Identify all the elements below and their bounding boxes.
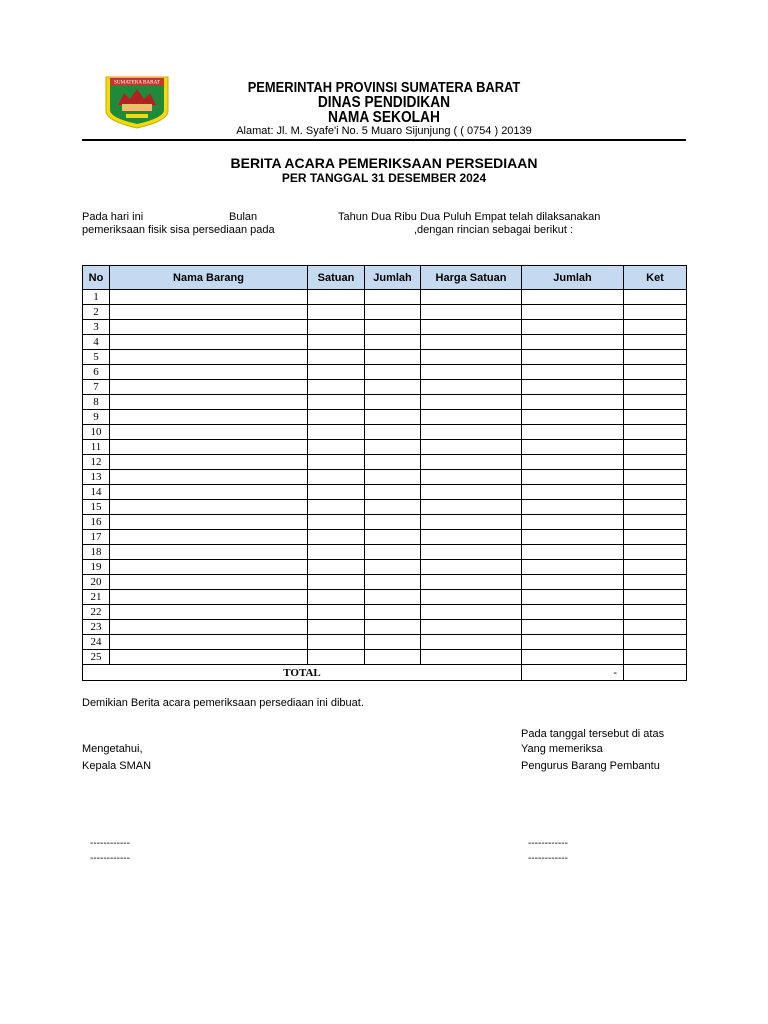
row-item-name[interactable]	[110, 470, 308, 485]
row-no: 25	[83, 650, 110, 665]
row-unit[interactable]	[308, 635, 365, 650]
sign-left-nip: ------------	[90, 853, 130, 864]
row-unit[interactable]	[308, 620, 365, 635]
row-unit[interactable]	[308, 350, 365, 365]
row-item-name[interactable]	[110, 515, 308, 530]
table-total-row	[83, 665, 687, 681]
row-amount[interactable]	[522, 500, 624, 515]
table-row	[83, 440, 687, 455]
table-row	[83, 545, 687, 560]
row-unit-price[interactable]	[421, 365, 522, 380]
header-government: PEMERINTAH PROVINSI SUMATERA BARAT	[247, 79, 521, 96]
row-item-name[interactable]	[110, 380, 308, 395]
row-item-name[interactable]	[110, 650, 308, 665]
row-no: 20	[83, 575, 110, 590]
row-remarks[interactable]	[624, 530, 687, 545]
row-item-name[interactable]	[110, 410, 308, 425]
intro-year: Tahun Dua Ribu Dua Puluh Empat telah dilaksanakan	[338, 211, 601, 223]
row-remarks[interactable]	[624, 620, 687, 635]
row-no: 3	[83, 320, 110, 335]
table-row	[83, 365, 687, 380]
row-quantity[interactable]	[365, 320, 421, 335]
row-item-name[interactable]	[110, 560, 308, 575]
table-row	[83, 380, 687, 395]
row-amount[interactable]	[522, 350, 624, 365]
header-address: Alamat: Jl. M. Syafe'i No. 5 Muaro Sijunjung ( ( 0754 ) 20139	[236, 125, 532, 137]
row-quantity[interactable]	[365, 545, 421, 560]
table-row	[83, 305, 687, 320]
row-unit[interactable]	[308, 335, 365, 350]
row-unit-price[interactable]	[421, 350, 522, 365]
row-unit-price[interactable]	[421, 515, 522, 530]
row-unit[interactable]	[308, 500, 365, 515]
row-remarks[interactable]	[624, 470, 687, 485]
row-item-name[interactable]	[110, 530, 308, 545]
row-unit-price[interactable]	[421, 530, 522, 545]
row-remarks[interactable]	[624, 545, 687, 560]
row-remarks[interactable]	[624, 515, 687, 530]
col-header-item-name: Nama Barang	[110, 266, 308, 290]
row-quantity[interactable]	[365, 290, 421, 305]
total-label: TOTAL	[83, 665, 522, 681]
row-amount[interactable]	[522, 335, 624, 350]
table-row	[83, 635, 687, 650]
row-unit[interactable]	[308, 395, 365, 410]
row-quantity[interactable]	[365, 590, 421, 605]
total-remarks-cell	[624, 665, 687, 681]
table-row	[83, 335, 687, 350]
row-quantity[interactable]	[365, 515, 421, 530]
table-row	[83, 500, 687, 515]
row-item-name[interactable]	[110, 485, 308, 500]
row-unit-price[interactable]	[421, 635, 522, 650]
row-unit[interactable]	[308, 605, 365, 620]
row-unit[interactable]	[308, 455, 365, 470]
header-divider	[82, 139, 686, 141]
row-amount[interactable]	[522, 560, 624, 575]
row-unit-price[interactable]	[421, 470, 522, 485]
row-unit-price[interactable]	[421, 410, 522, 425]
row-remarks[interactable]	[624, 410, 687, 425]
row-remarks[interactable]	[624, 290, 687, 305]
row-remarks[interactable]	[624, 365, 687, 380]
table-row	[83, 455, 687, 470]
row-unit-price[interactable]	[421, 575, 522, 590]
col-header-quantity: Jumlah	[365, 266, 421, 290]
row-amount[interactable]	[522, 320, 624, 335]
sign-left-name: ------------	[90, 838, 130, 849]
row-remarks[interactable]	[624, 650, 687, 665]
row-unit[interactable]	[308, 365, 365, 380]
row-amount[interactable]	[522, 470, 624, 485]
row-unit[interactable]	[308, 590, 365, 605]
row-amount[interactable]	[522, 635, 624, 650]
row-remarks[interactable]	[624, 575, 687, 590]
row-item-name[interactable]	[110, 425, 308, 440]
row-unit-price[interactable]	[421, 500, 522, 515]
row-unit[interactable]	[308, 440, 365, 455]
row-amount[interactable]	[522, 365, 624, 380]
row-amount[interactable]	[522, 305, 624, 320]
row-amount[interactable]	[522, 650, 624, 665]
row-item-name[interactable]	[110, 335, 308, 350]
row-unit-price[interactable]	[421, 620, 522, 635]
row-unit[interactable]	[308, 470, 365, 485]
row-unit-price[interactable]	[421, 605, 522, 620]
row-remarks[interactable]	[624, 440, 687, 455]
row-amount[interactable]	[522, 485, 624, 500]
row-quantity[interactable]	[365, 485, 421, 500]
row-unit[interactable]	[308, 305, 365, 320]
row-amount[interactable]	[522, 440, 624, 455]
row-quantity[interactable]	[365, 500, 421, 515]
row-no: 16	[83, 515, 110, 530]
sign-date-note: Pada tanggal tersebut di atas	[521, 728, 665, 740]
document-subtitle: PER TANGGAL 31 DESEMBER 2024	[281, 171, 487, 185]
row-unit[interactable]	[308, 425, 365, 440]
row-item-name[interactable]	[110, 545, 308, 560]
row-remarks[interactable]	[624, 500, 687, 515]
row-unit-price[interactable]	[421, 440, 522, 455]
row-item-name[interactable]	[110, 290, 308, 305]
row-no: 7	[83, 380, 110, 395]
row-quantity[interactable]	[365, 575, 421, 590]
row-unit-price[interactable]	[421, 395, 522, 410]
row-quantity[interactable]	[365, 440, 421, 455]
row-item-name[interactable]	[110, 620, 308, 635]
row-no: 2	[83, 305, 110, 320]
row-quantity[interactable]	[365, 395, 421, 410]
table-row	[83, 290, 687, 305]
sign-right-nip: ------------	[528, 853, 568, 864]
row-unit-price[interactable]	[421, 485, 522, 500]
sign-left-title: Kepala SMAN	[82, 760, 152, 772]
table-header-row	[83, 266, 687, 290]
row-unit-price[interactable]	[421, 305, 522, 320]
row-no: 8	[83, 395, 110, 410]
table-row	[83, 395, 687, 410]
col-header-unit-price: Harga Satuan	[421, 266, 522, 290]
row-no: 23	[83, 620, 110, 635]
table-row	[83, 485, 687, 500]
row-remarks[interactable]	[624, 395, 687, 410]
row-item-name[interactable]	[110, 605, 308, 620]
table-row	[83, 530, 687, 545]
col-header-no: No	[83, 266, 110, 290]
row-unit-price[interactable]	[421, 650, 522, 665]
row-no: 5	[83, 350, 110, 365]
row-no: 19	[83, 560, 110, 575]
row-remarks[interactable]	[624, 485, 687, 500]
row-amount[interactable]	[522, 290, 624, 305]
row-unit[interactable]	[308, 545, 365, 560]
row-item-name[interactable]	[110, 500, 308, 515]
row-unit[interactable]	[308, 320, 365, 335]
row-unit-price[interactable]	[421, 335, 522, 350]
row-quantity[interactable]	[365, 620, 421, 635]
row-amount[interactable]	[522, 455, 624, 470]
row-amount[interactable]	[522, 410, 624, 425]
row-no: 11	[83, 440, 110, 455]
row-item-name[interactable]	[110, 440, 308, 455]
row-amount[interactable]	[522, 425, 624, 440]
col-header-unit: Satuan	[308, 266, 365, 290]
row-remarks[interactable]	[624, 455, 687, 470]
row-unit-price[interactable]	[421, 590, 522, 605]
row-amount[interactable]	[522, 515, 624, 530]
table-row	[83, 470, 687, 485]
table-row	[83, 410, 687, 425]
row-no: 18	[83, 545, 110, 560]
row-remarks[interactable]	[624, 605, 687, 620]
row-no: 17	[83, 530, 110, 545]
row-amount[interactable]	[522, 575, 624, 590]
row-no: 4	[83, 335, 110, 350]
closing-statement: Demikian Berita acara pemeriksaan persediaan ini dibuat.	[82, 697, 364, 709]
sign-right-title: Pengurus Barang Pembantu	[521, 760, 660, 772]
col-header-remarks: Ket	[624, 266, 687, 290]
table-row	[83, 320, 687, 335]
row-quantity[interactable]	[365, 335, 421, 350]
row-remarks[interactable]	[624, 320, 687, 335]
row-amount[interactable]	[522, 605, 624, 620]
table-row	[83, 515, 687, 530]
row-item-name[interactable]	[110, 350, 308, 365]
row-unit[interactable]	[308, 650, 365, 665]
row-remarks[interactable]	[624, 335, 687, 350]
row-unit-price[interactable]	[421, 425, 522, 440]
table-row	[83, 425, 687, 440]
table-row	[83, 350, 687, 365]
row-item-name[interactable]	[110, 320, 308, 335]
inventory-table	[82, 265, 687, 681]
row-item-name[interactable]	[110, 395, 308, 410]
row-no: 6	[83, 365, 110, 380]
table-row	[83, 560, 687, 575]
row-item-name[interactable]	[110, 590, 308, 605]
row-item-name[interactable]	[110, 365, 308, 380]
row-unit[interactable]	[308, 290, 365, 305]
row-amount[interactable]	[522, 620, 624, 635]
header-office: DINAS PENDIDIKAN	[317, 94, 451, 111]
row-no: 1	[83, 290, 110, 305]
row-quantity[interactable]	[365, 350, 421, 365]
table-row	[83, 605, 687, 620]
intro-day: Pada hari ini	[82, 211, 144, 223]
row-quantity[interactable]	[365, 530, 421, 545]
row-unit-price[interactable]	[421, 455, 522, 470]
row-unit[interactable]	[308, 530, 365, 545]
row-unit[interactable]	[308, 575, 365, 590]
sign-left-acknowledged: Mengetahui,	[82, 743, 143, 755]
row-remarks[interactable]	[624, 305, 687, 320]
row-quantity[interactable]	[365, 560, 421, 575]
row-remarks[interactable]	[624, 350, 687, 365]
sign-right-inspector: Yang memeriksa	[521, 743, 603, 755]
row-unit[interactable]	[308, 380, 365, 395]
row-amount[interactable]	[522, 395, 624, 410]
table-row	[83, 590, 687, 605]
col-header-amount: Jumlah	[522, 266, 624, 290]
row-no: 14	[83, 485, 110, 500]
table-row	[83, 575, 687, 590]
row-unit-price[interactable]	[421, 320, 522, 335]
row-quantity[interactable]	[365, 605, 421, 620]
logo-banner-text: SUMATERA BARAT	[114, 79, 160, 86]
row-quantity[interactable]	[365, 650, 421, 665]
row-no: 12	[83, 455, 110, 470]
row-remarks[interactable]	[624, 560, 687, 575]
row-unit[interactable]	[308, 560, 365, 575]
row-item-name[interactable]	[110, 635, 308, 650]
row-quantity[interactable]	[365, 635, 421, 650]
row-quantity[interactable]	[365, 425, 421, 440]
row-amount[interactable]	[522, 380, 624, 395]
row-amount[interactable]	[522, 530, 624, 545]
row-remarks[interactable]	[624, 635, 687, 650]
row-unit[interactable]	[308, 410, 365, 425]
row-quantity[interactable]	[365, 380, 421, 395]
row-no: 15	[83, 500, 110, 515]
row-unit-price[interactable]	[421, 560, 522, 575]
intro-inspection: pemeriksaan fisik sisa persediaan pada	[82, 224, 275, 236]
row-no: 22	[83, 605, 110, 620]
row-quantity[interactable]	[365, 365, 421, 380]
row-unit[interactable]	[308, 485, 365, 500]
intro-details: ,dengan rincian sebagai berikut :	[414, 224, 573, 236]
row-no: 9	[83, 410, 110, 425]
row-unit-price[interactable]	[421, 380, 522, 395]
row-item-name[interactable]	[110, 455, 308, 470]
row-no: 21	[83, 590, 110, 605]
row-no: 10	[83, 425, 110, 440]
row-amount[interactable]	[522, 590, 624, 605]
row-unit-price[interactable]	[421, 290, 522, 305]
document-title: BERITA ACARA PEMERIKSAAN PERSEDIAAN	[230, 155, 538, 171]
row-remarks[interactable]	[624, 590, 687, 605]
row-item-name[interactable]	[110, 305, 308, 320]
row-amount[interactable]	[522, 545, 624, 560]
row-quantity[interactable]	[365, 470, 421, 485]
row-remarks[interactable]	[624, 425, 687, 440]
sign-right-name: ------------	[528, 838, 568, 849]
row-remarks[interactable]	[624, 380, 687, 395]
row-no: 24	[83, 635, 110, 650]
table-row	[83, 650, 687, 665]
row-no: 13	[83, 470, 110, 485]
intro-month: Bulan	[229, 211, 258, 223]
row-quantity[interactable]	[365, 455, 421, 470]
header-school-name: NAMA SEKOLAH	[328, 109, 440, 126]
row-item-name[interactable]	[110, 575, 308, 590]
row-quantity[interactable]	[365, 305, 421, 320]
row-unit-price[interactable]	[421, 545, 522, 560]
total-value: -	[522, 665, 624, 681]
table-row	[83, 620, 687, 635]
row-quantity[interactable]	[365, 410, 421, 425]
row-unit[interactable]	[308, 515, 365, 530]
